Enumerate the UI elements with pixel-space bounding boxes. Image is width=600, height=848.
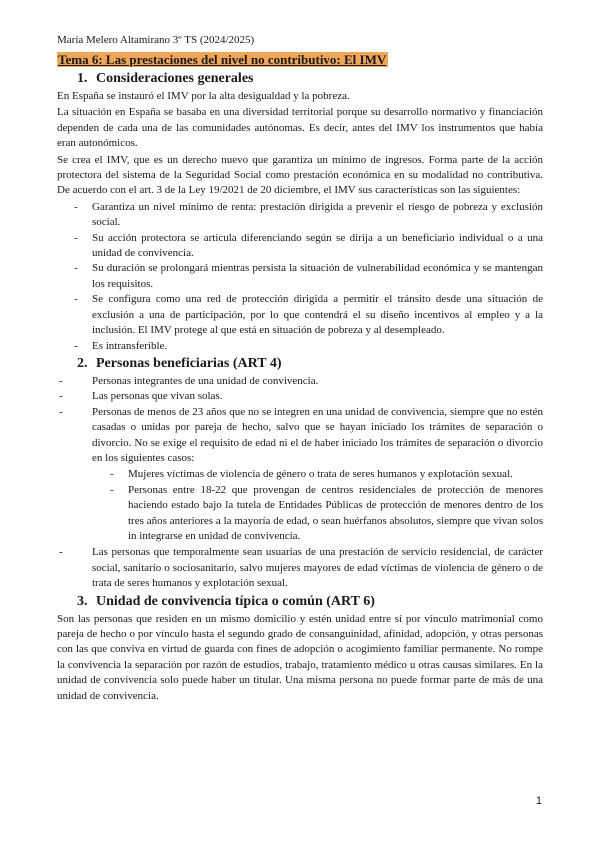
paragraph: La situación en España se basaba en una diversidad territorial porque su desarrollo normativo y financiación dependen de cada una de las comunidades autónomas. Es decir, antes del IMV los instrumentos que había eran autonómicos. [57, 106, 543, 150]
section-heading-3: 3. Unidad de convivencia típica o común (ART 6) [77, 593, 375, 609]
list-item: - Su acción protectora se articula diferenciando según se dirija a un beneficiario individual o a una unidad de convivencia. [74, 231, 543, 260]
list-item: - Mujeres víctimas de violencia de género o trata de seres humanos y explotación sexual. [110, 468, 513, 481]
exceptions-sublist [57, 467, 543, 544]
list-item: - Garantiza un nivel mínimo de renta: prestación dirigida a prevenir el riesgo de pobreza y exclusión social. [74, 200, 543, 229]
page-number: 1 [535, 795, 542, 807]
section-heading-1: 1. Consideraciones generales [77, 71, 254, 86]
paragraph: En España se instauró el IMV por la alta desigualdad y la pobreza. [57, 90, 350, 102]
list-item: - Las personas que temporalmente sean usuarias de una prestación de servicio residencial, de carácter social, sanitario o sociosanitario, salvo mujeres mayores de edad víctimas de violencia de género o de trata de seres humanos y explotación sexual. [59, 546, 543, 590]
list-item: - Es intransferible. [74, 339, 168, 352]
characteristics-list [57, 200, 543, 354]
list-item: - Personas entre 18-22 que provengan de centros residenciales de protección de menores haciendo estado bajo la tutela de Entidades Públicas de protección de menores dentro de los tres años anteriores a la mayoría de edad, o sean huérfanos absolutos, siempre que vivan solos in integrarse en unidad de convivencia. [110, 483, 543, 542]
title-line [57, 51, 543, 69]
section-heading-2: 2. Personas beneficiarias (ART 4) [77, 355, 282, 371]
list-item: - Su duración se prolongará mientras persista la situación de vulnerabilidad económica y se mantengan los requisitos. [74, 262, 543, 290]
list-item: - Personas integrantes de una unidad de convivencia. [59, 374, 319, 387]
paragraph: Son las personas que residen en un mismo domicilio y estén unidad entre sí por vínculo matrimonial como pareja de hecho o por vínculo hasta el segundo grado de consanguinidad, afinidad, adopción, y otras personas con las que conviva en virtud de guarda con fines de adopción o acogimiento familiar permanente. No rompe la convivencia la separación por razón de estudios, trabajo, tratamiento médico u otras causas similares. En la unidad de convivencia solo puede haber un titular. Una misma persona no puede formar parte de más de una unidad de convivencia. [57, 612, 543, 702]
page-header: María Melero Altamirano 3º TS (2024/2025) [57, 34, 255, 46]
beneficiaries-list [57, 374, 543, 466]
document-title: Tema 6: Las prestaciones del nivel no contributivo: El IMV [58, 52, 387, 67]
list-item: - Las personas que vivan solas. [59, 390, 223, 403]
list-item: - Se configura como una red de protección dirigida a permitir el tránsito desde una situación de exclusión a una de participación, por lo que contendrá el su diseño incentivos al empleo y a la inclusión. El IMV protege al que está en situación de pobreza y al desempleado. [74, 293, 543, 337]
paragraph: Se crea el IMV, que es un derecho nuevo que garantiza un mínimo de ingresos. Forma parte de la acción protectora del sistema de la Seguridad Social como prestación económica en su modalidad no contributiva. De acuerdo con el art. 3 de la Ley 19/2021 de 20 diciembre, el IMV sus características son las siguientes: [57, 153, 543, 197]
beneficiaries-list-cont [57, 545, 543, 591]
list-item: - Personas de menos de 23 años que no se integren en una unidad de convivencia, siempre que no estén casadas o unidas por pareja de hecho, salvo que se hayan iniciado los trámites de separación o divorcio. No se exige el requisito de edad ni el de haber iniciado los trámites de separación o divorcio en los siguientes casos: [59, 405, 543, 464]
